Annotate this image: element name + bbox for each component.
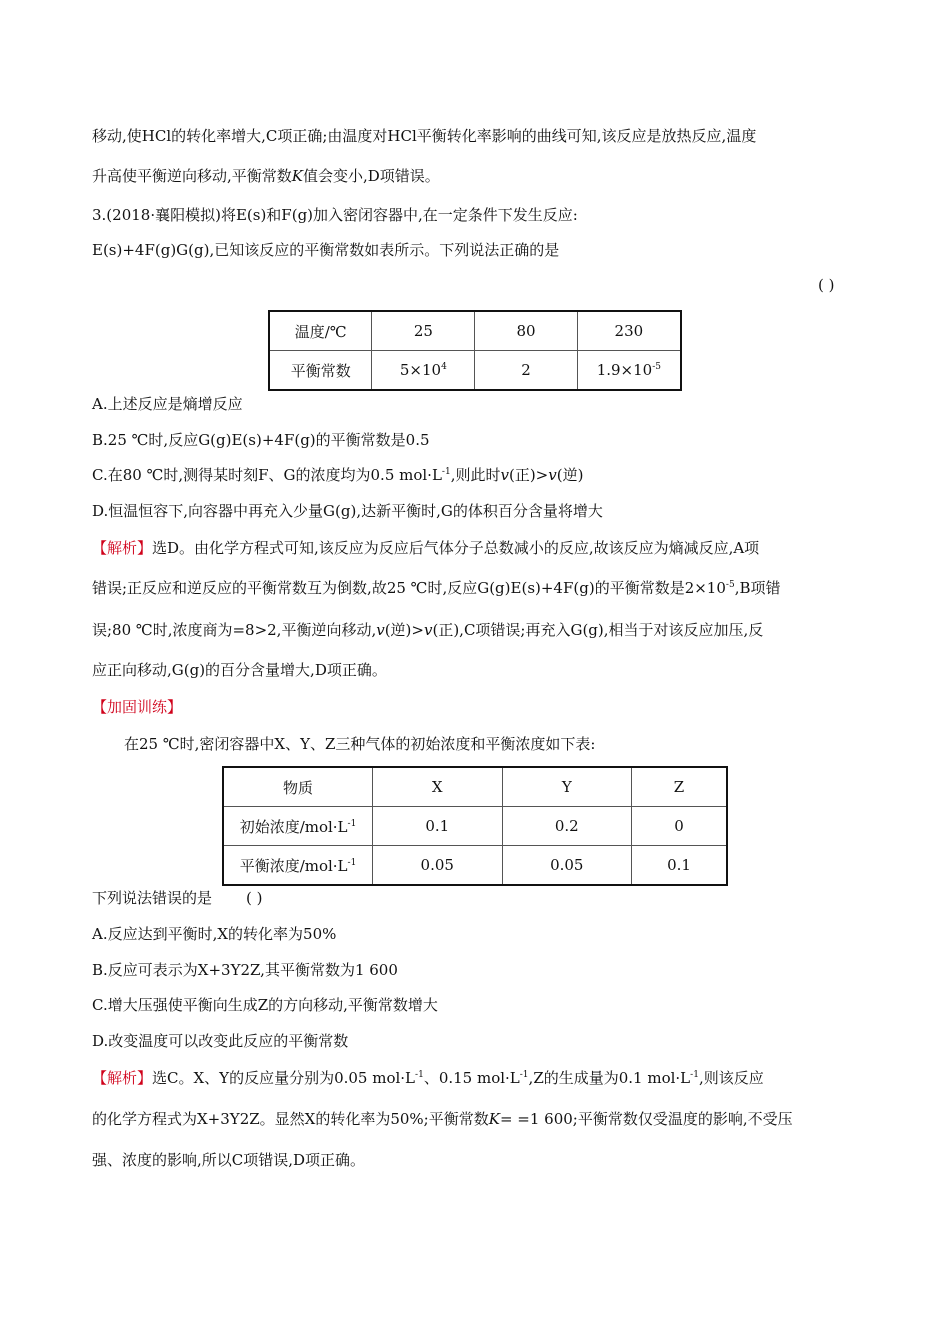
table-cell: 25 — [372, 311, 475, 351]
table-cell: Z — [632, 767, 727, 807]
practice-answer-paren: ( ) — [246, 889, 263, 907]
table-cell: 230 — [577, 311, 681, 351]
table-row — [223, 846, 727, 886]
table-row — [269, 351, 681, 391]
table-cell: 0.1 — [632, 846, 727, 886]
table-row — [223, 767, 727, 807]
table-cell: 平衡浓度$/mol\cdot L^{-1}$ — [223, 846, 373, 886]
table-cell: 温度/℃ — [269, 311, 372, 351]
table-cell: $5\times 10^4$ — [372, 351, 475, 391]
table-cell: 0 — [632, 807, 727, 846]
q3-option-d: D.恒温恒容下,向容器中再充入少量G(g),达新平衡时,G的体积百分含量将增大 — [92, 502, 603, 520]
q3-analysis-line-3: 误;80 ℃时,浓度商为=8>2,平衡逆向移动,v(逆)>v(正),C项错误;再充入G(g),相当于对该反应加压,反 — [92, 621, 764, 639]
table-cell: $1.9\times 10^{-5}$ — [577, 351, 681, 391]
table-row — [223, 807, 727, 846]
table-row — [269, 311, 681, 351]
table-cell: 平衡常数 — [269, 351, 372, 391]
table-cell: 0.05 — [373, 846, 503, 886]
q3-analysis-line-4: 应正向移动,G(g)的百分含量增大,D项正确。 — [92, 661, 387, 679]
practice-option-c: C.增大压强使平衡向生成Z的方向移动,平衡常数增大 — [92, 996, 438, 1014]
table-cell: 初始浓度$/mol\cdot L^{-1}$ — [223, 807, 373, 846]
table-cell: 0.1 — [373, 807, 503, 846]
table-cell: Y — [502, 767, 632, 807]
table-cell: 80 — [475, 311, 577, 351]
table-cell: X — [373, 767, 503, 807]
practice-tag: 【加固训练】 — [92, 698, 183, 716]
practice-option-a: A.反应达到平衡时,X的转化率为50% — [92, 925, 337, 943]
q3-stem-line-2: E(s)+4F(g)G(g),已知该反应的平衡常数如表所示。下列说法正确的是 — [92, 241, 560, 259]
equilibrium-constant-table — [268, 310, 682, 391]
q3-option-c: C.在80 ℃时,测得某时刻F、G的浓度均为0.5 $mol\cdot L^{-1}$,则此时v(正)>v(逆) — [92, 466, 584, 484]
q3-option-a: A.上述反应是熵增反应 — [92, 395, 243, 413]
table-cell: 2 — [475, 351, 577, 391]
q3-answer-paren: ( ) — [818, 276, 835, 294]
table-cell: 0.2 — [502, 807, 632, 846]
q3-option-b: B.25 ℃时,反应G(g)E(s)+4F(g)的平衡常数是0.5 — [92, 431, 430, 449]
practice-analysis-line-2: 的化学方程式为X+3Y2Z。显然X的转化率为50%;平衡常数K= =1 600;平衡常数仅受温度的影响,不受压 — [92, 1110, 793, 1128]
practice-option-d: D.改变温度可以改变此反应的平衡常数 — [92, 1032, 349, 1050]
intro-line-2: 升高使平衡逆向移动,平衡常数K值会变小,D项错误。 — [92, 167, 440, 185]
intro-line-1: 移动,使HCl的转化率增大,C项正确;由温度对HCl平衡转化率影响的曲线可知,该反应是放热反应,温度 — [92, 127, 757, 145]
practice-option-b: B.反应可表示为X+3Y2Z,其平衡常数为1 600 — [92, 961, 398, 979]
table-cell: 物质 — [223, 767, 373, 807]
q3-stem-line-1: 3.(2018·襄阳模拟)将E(s)和F(g)加入密闭容器中,在一定条件下发生反应: — [92, 206, 578, 224]
table-cell: 0.05 — [502, 846, 632, 886]
practice-analysis-line-3: 强、浓度的影响,所以C项错误,D项正确。 — [92, 1151, 366, 1169]
practice-analysis-line-1: 【解析】选C。X、Y的反应量分别为0.05 $mol\cdot L^{-1}$、0.15 $mol\cdot L^{-1},Z$的生成量为0.1 $mol\cdot L^{-1}$,则该反应 — [92, 1069, 764, 1087]
concentration-table — [222, 766, 728, 886]
practice-question: 下列说法错误的是 ( ) — [92, 889, 263, 907]
q3-analysis-line-1: 【解析】选D。由化学方程式可知,该反应为反应后气体分子总数减小的反应,故该反应为熵减反应,A项 — [92, 539, 760, 557]
q3-analysis-line-2: 错误;正反应和逆反应的平衡常数互为倒数,故25 ℃时,反应G(g)E(s)+4F(g)的平衡常数是$2\times 10^{-5},B$项错 — [92, 579, 781, 597]
practice-stem: 在25 ℃时,密闭容器中X、Y、Z三种气体的初始浓度和平衡浓度如下表: — [124, 735, 596, 753]
analysis-tag: 【解析】 — [92, 539, 153, 557]
analysis-tag: 【解析】 — [92, 1069, 153, 1087]
